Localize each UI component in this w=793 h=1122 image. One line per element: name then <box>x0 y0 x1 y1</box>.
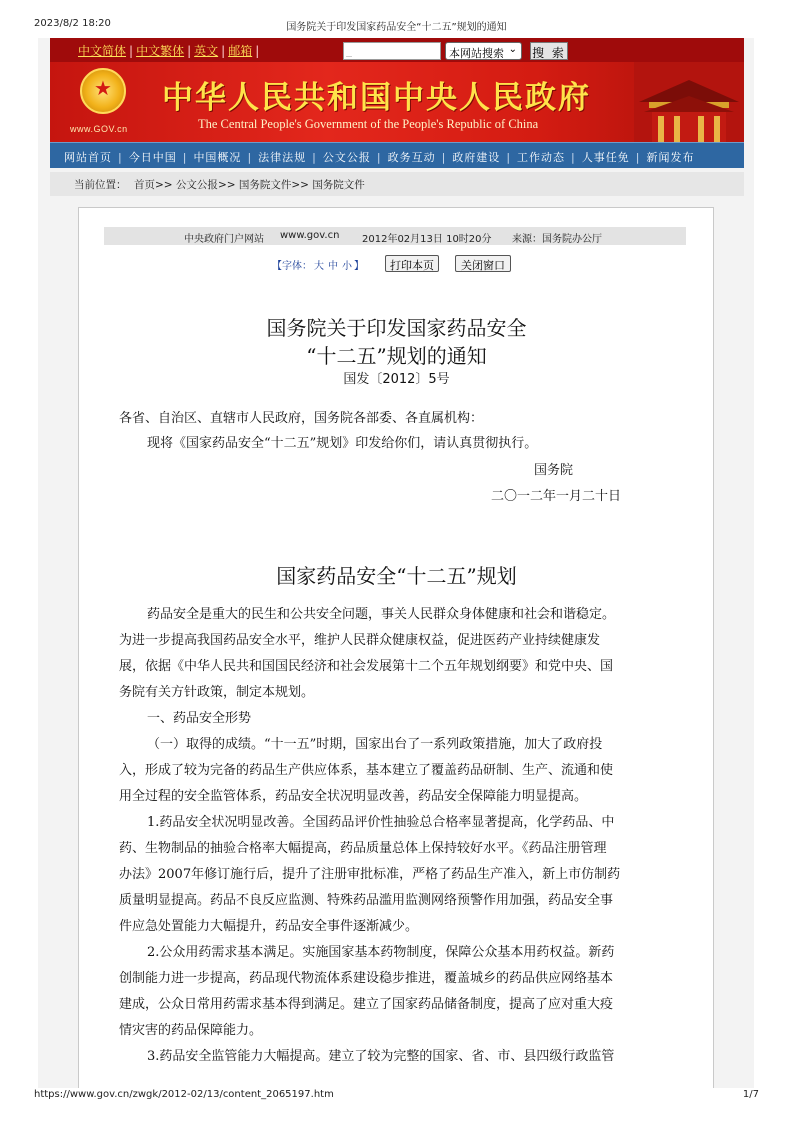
notice-doc-number: 国发〔2012〕5号 <box>343 372 450 387</box>
breadcrumb-home[interactable]: 首页 <box>134 179 155 191</box>
breadcrumb-state-council-files[interactable]: 国务院文件 <box>238 179 292 191</box>
nav-item-interaction[interactable]: 政务互动 <box>387 151 436 164</box>
plan-paragraph-line: 质量明显提高。药品不良反应监测、特殊药品滥用监测网络预警作用加强，药品安全事 <box>119 893 614 908</box>
nav-item-documents[interactable]: 公文公报 <box>322 151 371 164</box>
print-page-title: 国务院关于印发国家药品安全“十二五”规划的通知 <box>286 22 507 33</box>
separator: | <box>376 151 382 164</box>
nav-item-government-building[interactable]: 政府建设 <box>452 151 501 164</box>
separator: | <box>571 151 576 164</box>
plan-paragraph-line: 3.药品安全监管能力大幅提高。建立了较为完整的国家、省、市、县四级行政监管 <box>147 1049 615 1064</box>
search-input[interactable]: … <box>343 42 441 60</box>
nav-item-home[interactable]: 网站首页 <box>64 151 112 164</box>
breadcrumb-label: 当前位置： <box>74 179 127 191</box>
plan-paragraph-line: 情灾害的药品保障能力。 <box>119 1023 263 1038</box>
plan-paragraph-line: 件应急处置能力大幅提升，药品安全事件逐渐减少。 <box>119 919 419 934</box>
breadcrumb <box>50 172 744 196</box>
meta-time: 2012年02月13日 10时20分 <box>362 234 492 245</box>
national-emblem-icon <box>80 68 126 114</box>
nav-item-laws[interactable]: 法律法规 <box>258 151 307 164</box>
plan-paragraph-line: 药、生物制品的抽验合格率大幅提高，药品质量总体上保持较好水平。《药品注册管理 <box>119 841 607 856</box>
nav-item-work-news[interactable]: 工作动态 <box>517 151 566 164</box>
breadcrumb-current[interactable]: 国务院文件 <box>312 179 365 191</box>
plan-section-heading: 一、药品安全形势 <box>147 711 252 726</box>
plan-paragraph-line: 药品安全是重大的民生和公共安全问题，事关人民群众身体健康和社会和谐稳定。 <box>147 607 616 622</box>
font-size-medium[interactable]: 中 <box>328 261 338 272</box>
search-scope-value: 本网站搜索 <box>449 47 504 60</box>
plan-paragraph-line: 用全过程的安全监管体系，药品安全状况明显改善，药品安全保障能力明显提高。 <box>119 789 588 804</box>
plan-paragraph-line: 2.公众用药需求基本满足。实施国家基本药物制度，保障公众基本用药权益。新药 <box>147 945 615 960</box>
plan-paragraph-line: 为进一步提高我国药品安全水平，维护人民群众健康权益，促进医药产业持续健康发 <box>119 633 601 648</box>
print-page-button[interactable]: 打印本页 <box>385 255 439 272</box>
separator: | <box>118 151 123 164</box>
font-size-label: 【字体： <box>272 261 312 272</box>
plan-title: 国家药品安全“十二五”规划 <box>276 564 517 588</box>
star-icon: ★ <box>94 76 112 100</box>
site-banner <box>50 62 744 142</box>
separator: | <box>182 151 188 164</box>
separator: | <box>255 44 260 58</box>
plan-paragraph-line: 建成，公众日常用药需求基本得到满足。建立了国家药品储备制度，提高了应对重大疫 <box>119 997 614 1012</box>
notice-addressees: 各省、自治区、直辖市人民政府，国务院各部委、各直属机构： <box>119 411 484 426</box>
breadcrumb-separator: >> <box>155 179 176 191</box>
main-nav <box>50 142 744 168</box>
breadcrumb-separator: >> <box>217 179 239 191</box>
print-header <box>34 18 759 32</box>
print-page-number: 1/7 <box>742 1089 759 1100</box>
plan-paragraph-line: 办法》2007年修订施行后，提升了注册审批标准，严格了药品生产准入，新上市仿制药 <box>119 867 621 882</box>
link-traditional-chinese[interactable]: 中文繁体 <box>136 44 185 58</box>
print-url: https://www.gov.cn/zwgk/2012-02/13/content_2065197.htm <box>34 1089 334 1100</box>
close-window-button[interactable]: 关闭窗口 <box>455 255 511 272</box>
search-scope-select[interactable] <box>445 42 522 60</box>
meta-source: 来源：国务院办公厅 <box>512 234 602 245</box>
link-english[interactable]: 英文 <box>194 44 219 58</box>
notice-title-line1: 国务院关于印发国家药品安全 <box>266 316 527 340</box>
notice-title-line2: “十二五”规划的通知 <box>306 344 487 368</box>
meta-site: 中央政府门户网站 <box>184 234 264 245</box>
search-button[interactable]: 搜 索 <box>530 42 568 60</box>
nav-item-today-china[interactable]: 今日中国 <box>128 151 177 164</box>
plan-paragraph-line: 创制能力进一步提高，药品现代物流体系建设稳步推进，覆盖城乡的药品供应网络基本 <box>119 971 614 986</box>
plan-paragraph-line: 务院有关方针政策，制定本规划。 <box>119 685 315 700</box>
plan-paragraph-line: （一）取得的成绩。“十一五”时期，国家出台了一系列政策措施，加大了政府投 <box>147 737 603 752</box>
print-datetime: 2023/8/2 18:20 <box>34 18 111 29</box>
separator: | <box>441 151 447 164</box>
notice-issuer: 国务院 <box>534 463 574 478</box>
nav-item-china-overview[interactable]: 中国概况 <box>193 151 242 164</box>
breadcrumb-documents[interactable]: 公文公报 <box>175 179 218 191</box>
separator: | <box>129 44 134 58</box>
font-size-control <box>272 257 364 272</box>
notice-body: 现将《国家药品安全“十二五”规划》印发给你们，请认真贯彻执行。 <box>147 436 538 451</box>
separator: | <box>635 151 641 164</box>
separator: | <box>506 151 512 164</box>
separator: | <box>312 151 317 164</box>
plan-paragraph-line: 入，形成了较为完备的药品生产供应体系，基本建立了覆盖药品研制、生产、流通和使 <box>119 763 614 778</box>
separator: | <box>247 151 253 164</box>
separator: | <box>221 44 226 58</box>
banner-title-cn: 中华人民共和国中央人民政府 <box>162 80 591 116</box>
plan-paragraph-line: 1.药品安全状况明显改善。全国药品评价性抽验总合格率显著提高，化学药品、中 <box>147 815 615 830</box>
print-footer <box>34 1089 759 1103</box>
nav-item-press-release[interactable]: 新闻发布 <box>646 151 695 164</box>
banner-title-en: The Central People's Government of the People's Republic of China <box>198 117 539 131</box>
plan-paragraph-line: 展，依据《中华人民共和国国民经济和社会发展第十二个五年规划纲要》和党中央、国 <box>119 659 614 674</box>
font-size-small[interactable]: 小 <box>342 261 352 272</box>
article-meta <box>104 227 686 245</box>
font-size-close: 】 <box>354 261 364 272</box>
tiananmen-gate-icon <box>634 62 744 142</box>
link-mailbox[interactable]: 邮箱 <box>228 44 253 58</box>
link-simplified-chinese[interactable]: 中文简体 <box>78 44 127 58</box>
nav-item-appointments[interactable]: 人事任免 <box>581 151 630 164</box>
notice-date: 二〇一二年一月二十日 <box>491 489 622 504</box>
font-size-large[interactable]: 大 <box>314 261 324 272</box>
language-links <box>78 42 262 59</box>
banner-domain: www.GOV.cn <box>70 124 128 134</box>
breadcrumb-separator: >> <box>291 179 313 191</box>
meta-url: www.gov.cn <box>280 230 340 241</box>
chevron-down-icon: ⌄ <box>508 44 517 55</box>
article-tools <box>0 254 793 274</box>
separator: | <box>187 44 192 58</box>
